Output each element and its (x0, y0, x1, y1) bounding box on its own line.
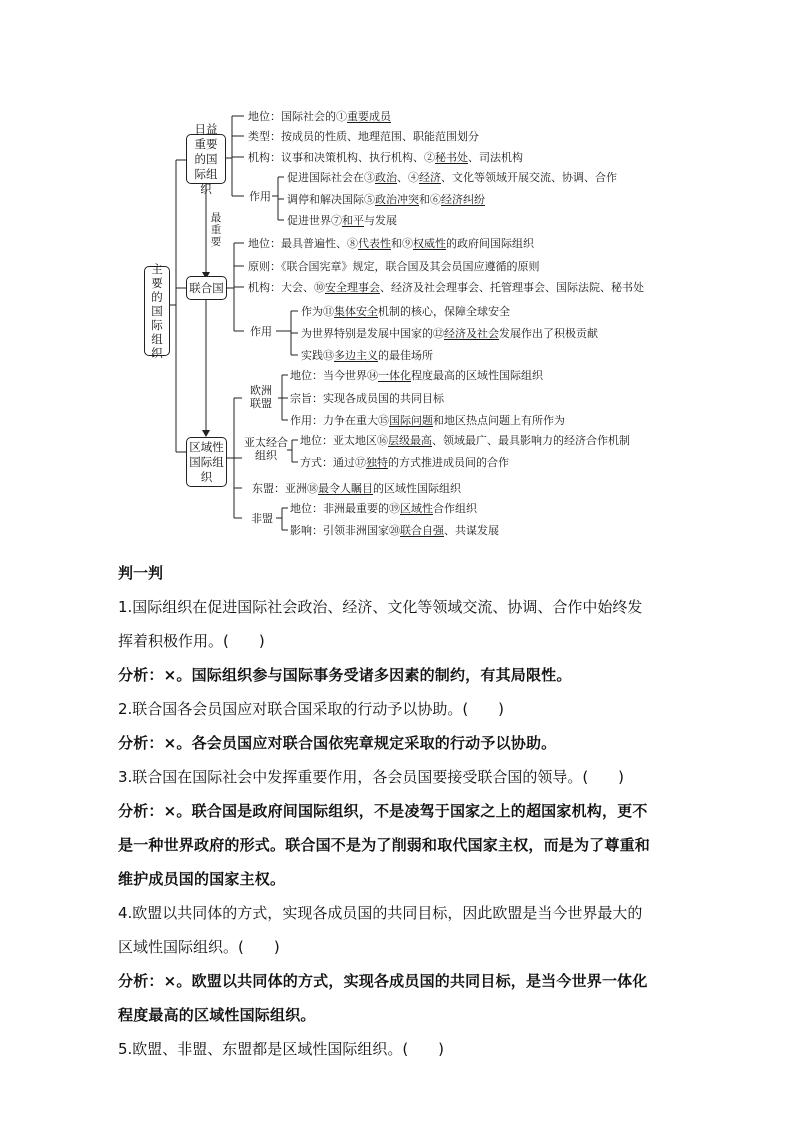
apec-label: 亚太经合组织 (244, 436, 288, 462)
arrow-label-most-important: 最重要 (210, 212, 222, 248)
g1-role-1: 促进国际社会在③政治、④经济、文化等领域开展交流、协调、合作 (287, 171, 617, 184)
g1-role-2: 调停和解决国际⑤政治冲突和⑥经济纠纷 (287, 193, 485, 206)
analysis-4-line-1: 分析：×。欧盟以共同体的方式，实现各成员国的共同目标，是当今世界一体化 (118, 972, 648, 990)
root-label: 主要的国际组织 (151, 262, 163, 360)
question-3: 3.联合国在国际社会中发挥重要作用，各会员国要接受联合国的领导。( ) (118, 768, 625, 786)
question-1-line-2: 挥着积极作用。( ) (118, 632, 265, 650)
g2-organs: 机构：大会、⑩安全理事会、经济及社会理事会、托管理事会、国际法院、秘书处 (248, 281, 644, 294)
section-heading: 判一判 (118, 564, 164, 582)
g1-type: 类型：按成员的性质、地理范围、职能范围划分 (248, 130, 479, 143)
au-influence: 影响：引领非洲国家⑳联合自强、共谋发展 (290, 524, 499, 537)
box-regional-orgs (186, 437, 227, 487)
g2-position: 地位：最具普遍性、⑧代表性和⑨权威性的政府间国际组织 (248, 237, 534, 250)
eu-label: 欧洲联盟 (250, 384, 272, 410)
root-box (144, 262, 170, 360)
g1-role-label: 作用 (249, 190, 271, 203)
true-false-section (118, 556, 684, 1066)
box-growing-orgs (186, 121, 226, 196)
question-1-line-1: 1.国际组织在促进国际社会政治、经济、文化等领域交流、协调、合作中始终发 (118, 598, 643, 616)
g2-role-2: 为世界特别是发展中国家的⑫经济及社会发展作出了积极贡献 (301, 327, 598, 340)
apec-position: 地位：亚太地区⑯层级最高、领域最广、最具影响力的经济合作机制 (300, 434, 630, 447)
apec-method: 方式：通过⑰独特的方式推进成员间的合作 (300, 456, 509, 469)
concept-map (0, 0, 794, 550)
analysis-3-line-1: 分析：×。联合国是政府间国际组织，不是凌驾于国家之上的超国家机构，更不 (118, 802, 648, 820)
g1-role-3: 促进世界⑦和平与发展 (287, 214, 397, 227)
asean: 东盟：亚洲⑱最令人瞩目的区域性国际组织 (252, 482, 461, 495)
question-4-line-1: 4.欧盟以共同体的方式，实现各成员国的共同目标，因此欧盟是当今世界最大的 (118, 904, 643, 922)
analysis-2: 分析：×。各会员国应对联合国依宪章规定采取的行动予以协助。 (118, 734, 557, 752)
analysis-1: 分析：×。国际组织参与国际事务受诸多因素的制约，有其局限性。 (118, 666, 572, 684)
g2-principle: 原则：《联合国宪章》规定，联合国及其会员国应遵循的原则 (248, 260, 540, 273)
eu-role: 作用：力争在重大⑮国际问题和地区热点问题上有所作为 (290, 414, 565, 427)
box-regional-orgs-label: 区域性国际组织 (189, 439, 224, 484)
eu-purpose: 宗旨：实现各成员国的共同目标 (290, 392, 444, 405)
au-position: 地位：非洲最重要的⑲区域性合作组织 (290, 502, 477, 515)
au-label: 非盟 (251, 512, 273, 525)
box-growing-orgs-label: 日益重要的国际组织 (194, 121, 218, 196)
analysis-3-line-3: 维护成员国的国家主权。 (118, 870, 286, 888)
analysis-3-line-2: 是一种世界政府的形式。联合国不是为了削弱和取代国家主权，而是为了尊重和 (118, 836, 651, 854)
g2-role-label: 作用 (250, 325, 272, 338)
g2-role-1: 作为⑪集体安全机制的核心，保障全球安全 (301, 305, 510, 318)
box-un-label: 联合国 (189, 280, 224, 295)
analysis-4-line-2: 程度最高的区域性国际组织。 (118, 1006, 316, 1024)
question-2: 2.联合国各会员国应对联合国采取的行动予以协助。( ) (118, 700, 505, 718)
box-un (186, 276, 227, 300)
g1-position: 地位：国际社会的①重要成员 (248, 110, 391, 123)
question-4-line-2: 区域性国际组织。( ) (118, 938, 280, 956)
question-5: 5.欧盟、非盟、东盟都是区域性国际组织。( ) (118, 1040, 445, 1058)
eu-position: 地位：当今世界⑭一体化程度最高的区域性国际组织 (290, 369, 543, 382)
g1-organs: 机构：议事和决策机构、执行机构、②秘书处、司法机构 (248, 151, 523, 164)
g2-role-3: 实践⑬多边主义的最佳场所 (301, 349, 433, 362)
